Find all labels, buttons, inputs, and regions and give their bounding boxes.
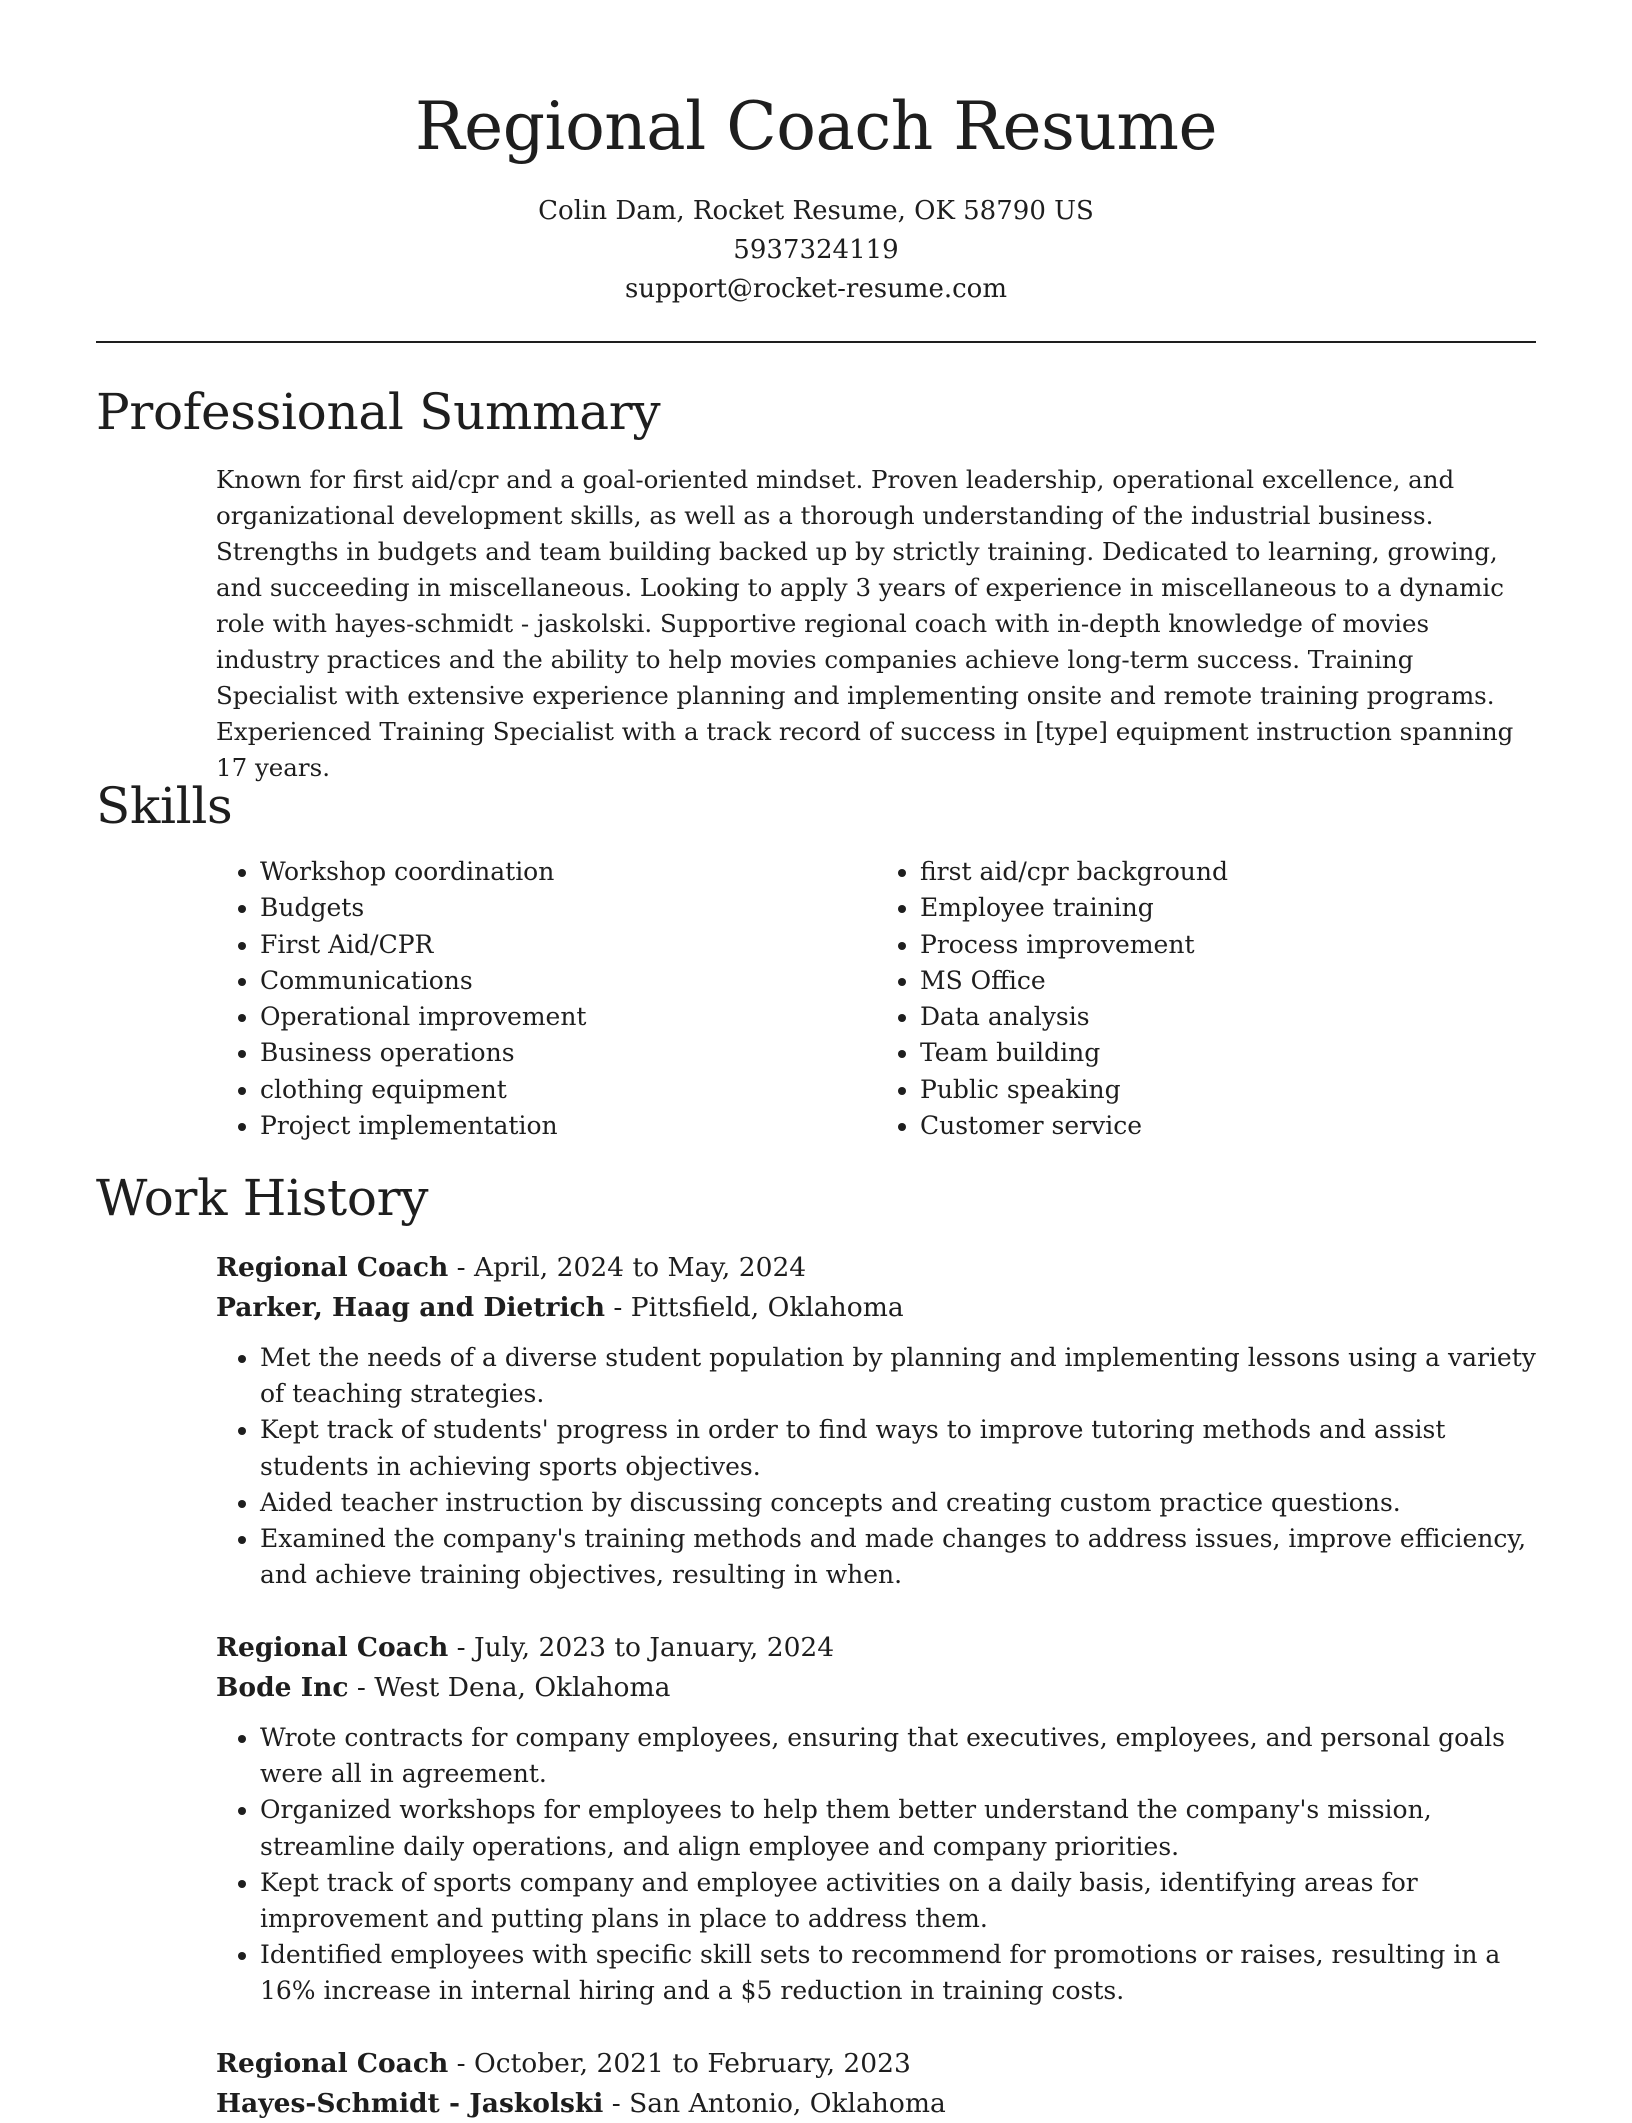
skill-item: • Team building — [920, 1035, 1536, 1071]
job-title: Regional Coach — [216, 2048, 448, 2079]
job-title-line — [216, 2044, 1536, 2084]
skill-item: • First Aid/CPR — [260, 927, 876, 963]
job-company-line — [216, 1668, 1536, 1708]
job-title: Regional Coach — [216, 1632, 448, 1663]
work-history-heading: Work History — [96, 1168, 428, 1228]
job-bullet: • Organized workshops for employees to help them better understand the company's mission, streamline daily operations, and align employee and company priorities. — [260, 1792, 1536, 1864]
skill-item: • first aid/cpr background — [920, 854, 1536, 890]
job-bullet: • Kept track of sports company and employee activities on a daily basis, identifying areas for improvement and putting plans in place to address them. — [260, 1865, 1536, 1937]
job-company: Parker, Haag and Dietrich — [216, 1292, 605, 1323]
job-company-line — [216, 2084, 1536, 2123]
skill-item: • Business operations — [260, 1035, 876, 1071]
contact-phone: 5937324119 — [0, 231, 1632, 270]
job-title: Regional Coach — [216, 1252, 448, 1283]
skill-item: • Process improvement — [920, 927, 1536, 963]
skill-item: • clothing equipment — [260, 1072, 876, 1108]
header-divider — [96, 341, 1536, 343]
job-bullet: • Met the needs of a diverse student population by planning and implementing lessons using a variety of teaching strategies. — [260, 1340, 1536, 1412]
job-title-line — [216, 1628, 1536, 1668]
job-location: - West Dena, Oklahoma — [349, 1672, 671, 1703]
skill-item: • Communications — [260, 963, 876, 999]
skill-item: • MS Office — [920, 963, 1536, 999]
skill-item: • Customer service — [920, 1108, 1536, 1144]
job-bullet: • Identified employees with specific skill sets to recommend for promotions or raises, resulting in a 16% increase in internal hiring and a $5 reduction in training costs. — [260, 1937, 1536, 2009]
job-bullet: • Examined the company's training methods and made changes to address issues, improve efficiency, and achieve training objectives, resulting in when. — [260, 1521, 1536, 1593]
skills-list-left — [216, 854, 876, 1144]
job-bullets — [216, 1720, 1536, 2010]
job-company: Hayes-Schmidt - Jaskolski — [216, 2088, 603, 2119]
skill-item: • Project implementation — [260, 1108, 876, 1144]
skill-item: • Workshop coordination — [260, 854, 876, 890]
skills-heading: Skills — [96, 776, 232, 836]
contact-address: Colin Dam, Rocket Resume, OK 58790 US — [0, 192, 1632, 231]
job-company-line — [216, 1288, 1536, 1328]
job-bullet: • Kept track of students' progress in order to find ways to improve tutoring methods and assist students in achieving sports objectives. — [260, 1412, 1536, 1484]
job-title-line — [216, 1248, 1536, 1288]
job-company: Bode Inc — [216, 1672, 349, 1703]
skill-item: • Data analysis — [920, 999, 1536, 1035]
skills-grid — [216, 854, 1536, 1144]
job-bullet: • Wrote contracts for company employees, ensuring that executives, employees, and personal goals were all in agreement. — [260, 1720, 1536, 1792]
skill-item: • Employee training — [920, 890, 1536, 926]
job-dates: - October, 2021 to February, 2023 — [448, 2048, 911, 2079]
resume-title: Regional Coach Resume — [0, 82, 1632, 172]
job-entry — [216, 2044, 1536, 2123]
job-entry — [216, 1248, 1536, 1593]
job-dates: - July, 2023 to January, 2024 — [448, 1632, 834, 1663]
contact-email: support@rocket-resume.com — [0, 270, 1632, 309]
job-location: - Pittsfield, Oklahoma — [605, 1292, 904, 1323]
job-dates: - April, 2024 to May, 2024 — [448, 1252, 806, 1283]
summary-heading: Professional Summary — [96, 382, 660, 442]
skills-list-right — [876, 854, 1536, 1144]
job-location: - San Antonio, Oklahoma — [603, 2088, 945, 2119]
contact-block — [0, 192, 1632, 309]
skill-item: • Budgets — [260, 890, 876, 926]
skill-item: • Operational improvement — [260, 999, 876, 1035]
job-entry — [216, 1628, 1536, 2010]
job-bullet: • Aided teacher instruction by discussing concepts and creating custom practice questions. — [260, 1485, 1536, 1521]
summary-text: Known for first aid/cpr and a goal-oriented mindset. Proven leadership, operational excellence, and organizational development skills, as well as a thorough understanding of the industrial business. Strengths in budgets and team building backed up by strictly training. Dedicated to learning, growing, and succeeding in miscellaneous. Looking to apply 3 years of experience in miscellaneous to a dynamic role with hayes-schmidt - jaskolski. Supportive regional coach with in-depth knowledge of movies industry practices and the ability to help movies companies achieve long-term success. Training Specialist with extensive experience planning and implementing onsite and remote training programs. Experienced Training Specialist with a track record of success in [type] equipment instruction spanning 17 years. — [216, 462, 1536, 786]
skill-item: • Public speaking — [920, 1072, 1536, 1108]
job-bullets — [216, 1340, 1536, 1593]
